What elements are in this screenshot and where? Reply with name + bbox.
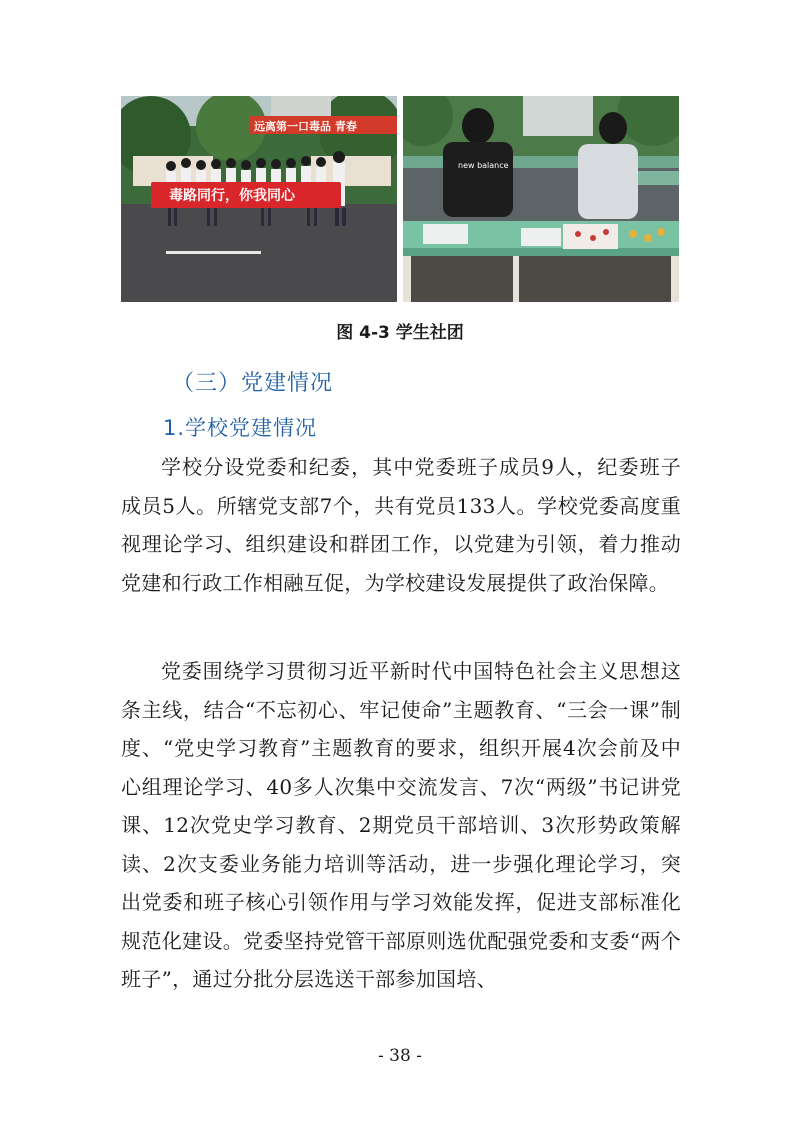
figure-caption: 图 4-3 学生社团 [336,323,464,343]
paragraph-party-activities: 党委围绕学习贯彻习近平新时代中国特色社会主义思想这条主线，结合“不忘初心、牢记使命”主题教育、“三会一课”制度、“党史学习教育”主题教育的要求，组织开展4次会前及中心组理论学习、40多人次集中交流发言、7次“两级”书记讲党课、12次党史学习教育、2期党员干部培训、3次形势政策解读、2次支委业务能力培训等活动，进一步强化理论学习，突出党委和班子核心引领作用与学习效能发挥，促进支部标准化规范化建设。党委坚持党管干部原则选优配强党委和支委“两个班子”，通过分批分层选送干部参加国培、 [121,659,681,991]
svg-text:远离第一口毒品 青春: 远离第一口毒品 青春 [254,120,357,133]
subsection-heading: 1.学校党建情况 [163,416,318,440]
paragraph-party-overview: 学校分设党委和纪委，其中党委班子成员9人，纪委班子成员5人。所辖党支部7个，共有党员133人。学校党委高度重视理论学习、组织建设和群团工作，以党建为引领，着力推动党建和行政工作相融互促，为学校建设发展提供了政治保障。 [121,455,681,595]
photo-anti-drug-group [121,96,397,302]
section-heading: （三）党建情况 [172,371,334,396]
svg-text:毒路同行，你我同心: 毒路同行，你我同心 [169,188,295,204]
photo-craft-club [403,96,679,302]
page-number: - 38 - [378,1046,422,1066]
svg-text:new balance: new balance [458,161,509,170]
